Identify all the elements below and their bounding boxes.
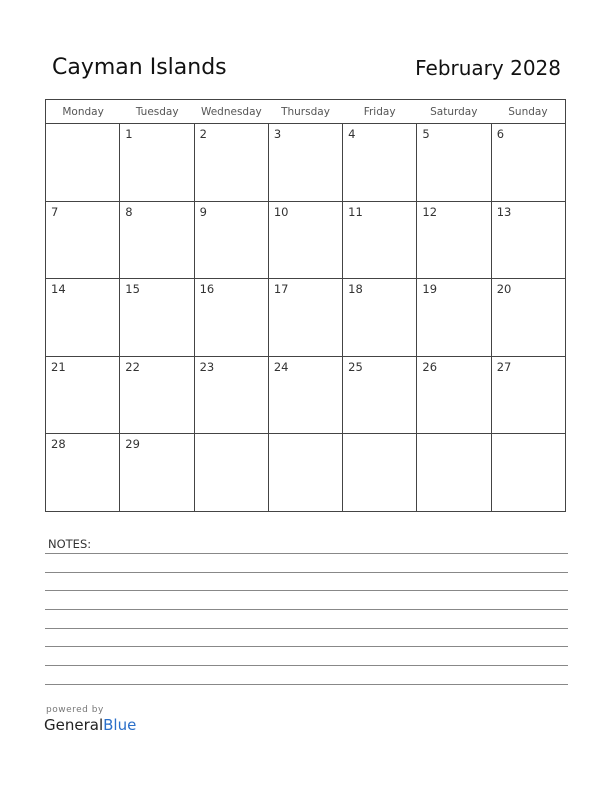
powered-by-label: powered by (46, 705, 104, 715)
day-cell (417, 279, 491, 356)
week-row-1 (46, 124, 565, 202)
day-number: 2 (199, 127, 207, 141)
day-number: 8 (125, 204, 133, 219)
notes-line (45, 590, 568, 591)
day-number: 23 (199, 359, 215, 374)
notes-line (45, 684, 568, 685)
day-cell (269, 279, 343, 356)
weekday-thursday: Thursday (281, 106, 330, 118)
week-row-2 (46, 202, 565, 280)
calendar-title-country: Cayman Islands (52, 55, 227, 80)
day-cell (46, 434, 120, 512)
day-number: 10 (273, 204, 289, 219)
weekday-header-row (46, 100, 565, 124)
day-number: 18 (348, 282, 363, 297)
week-row-3 (46, 279, 565, 357)
day-cell (195, 434, 269, 512)
day-cell (269, 202, 343, 279)
day-cell (195, 279, 269, 356)
day-cell (417, 357, 491, 434)
day-cell (343, 434, 417, 512)
day-cell (492, 202, 565, 279)
day-number: 29 (125, 437, 140, 452)
day-number: 21 (51, 359, 66, 374)
brand-logo-general: General (44, 716, 104, 734)
day-number: 4 (348, 127, 356, 141)
day-cell (120, 124, 194, 201)
day-cell (269, 434, 343, 512)
day-cell (417, 202, 491, 279)
day-cell (343, 279, 417, 356)
weekday-saturday: Saturday (430, 106, 478, 118)
day-cell (343, 357, 417, 434)
day-number: 27 (496, 359, 512, 374)
day-cell (492, 279, 565, 356)
weekday-tuesday: Tuesday (135, 106, 179, 118)
day-number: 25 (348, 359, 363, 374)
day-cell (195, 124, 269, 201)
notes-label: NOTES: (48, 537, 92, 551)
day-cell (417, 124, 491, 201)
day-number: 12 (422, 204, 438, 219)
week-row-5 (46, 434, 565, 512)
day-cell (492, 124, 565, 201)
notes-line (45, 665, 568, 666)
day-cell (269, 357, 343, 434)
day-number: 15 (125, 282, 140, 297)
day-cell (343, 124, 417, 201)
day-cell (343, 202, 417, 279)
day-cell (492, 357, 565, 434)
day-number: 20 (496, 282, 512, 297)
weekday-friday: Friday (363, 106, 396, 118)
day-number: 6 (496, 127, 505, 141)
day-number: 24 (273, 359, 289, 374)
notes-line (45, 572, 568, 573)
day-cell (46, 279, 120, 356)
brand-logo-blue: Blue (103, 716, 137, 734)
day-cell (46, 124, 120, 201)
week-row-4 (46, 357, 565, 435)
day-cell (120, 357, 194, 434)
weekday-sunday: Sunday (508, 106, 548, 118)
day-number: 16 (199, 282, 215, 297)
day-number: 1 (125, 127, 133, 141)
day-number: 22 (125, 359, 140, 374)
day-number: 14 (51, 282, 66, 297)
day-number: 3 (273, 127, 282, 141)
day-cell (195, 357, 269, 434)
day-cell (120, 202, 194, 279)
day-number: 26 (422, 359, 438, 374)
calendar-grid (45, 99, 566, 512)
day-cell (269, 124, 343, 201)
weekday-monday: Monday (62, 106, 104, 118)
day-cell (492, 434, 565, 512)
day-number: 19 (422, 282, 438, 297)
notes-line (45, 646, 568, 647)
day-cell (417, 434, 491, 512)
notes-line (45, 553, 568, 554)
day-cell (120, 279, 194, 356)
notes-line (45, 609, 568, 610)
day-cell (46, 202, 120, 279)
day-number: 9 (199, 204, 207, 219)
weekday-wednesday: Wednesday (200, 106, 262, 118)
day-number: 13 (496, 204, 512, 219)
day-number: 28 (51, 437, 66, 452)
day-number: 5 (422, 127, 430, 141)
day-number: 17 (273, 282, 289, 297)
day-number: 11 (348, 204, 363, 219)
brand-logo[interactable] (44, 716, 136, 734)
day-cell (46, 357, 120, 434)
calendar-title-month: February 2028 (415, 56, 561, 80)
notes-line (45, 628, 568, 629)
day-cell (120, 434, 194, 512)
day-number: 7 (51, 204, 59, 219)
day-cell (195, 202, 269, 279)
